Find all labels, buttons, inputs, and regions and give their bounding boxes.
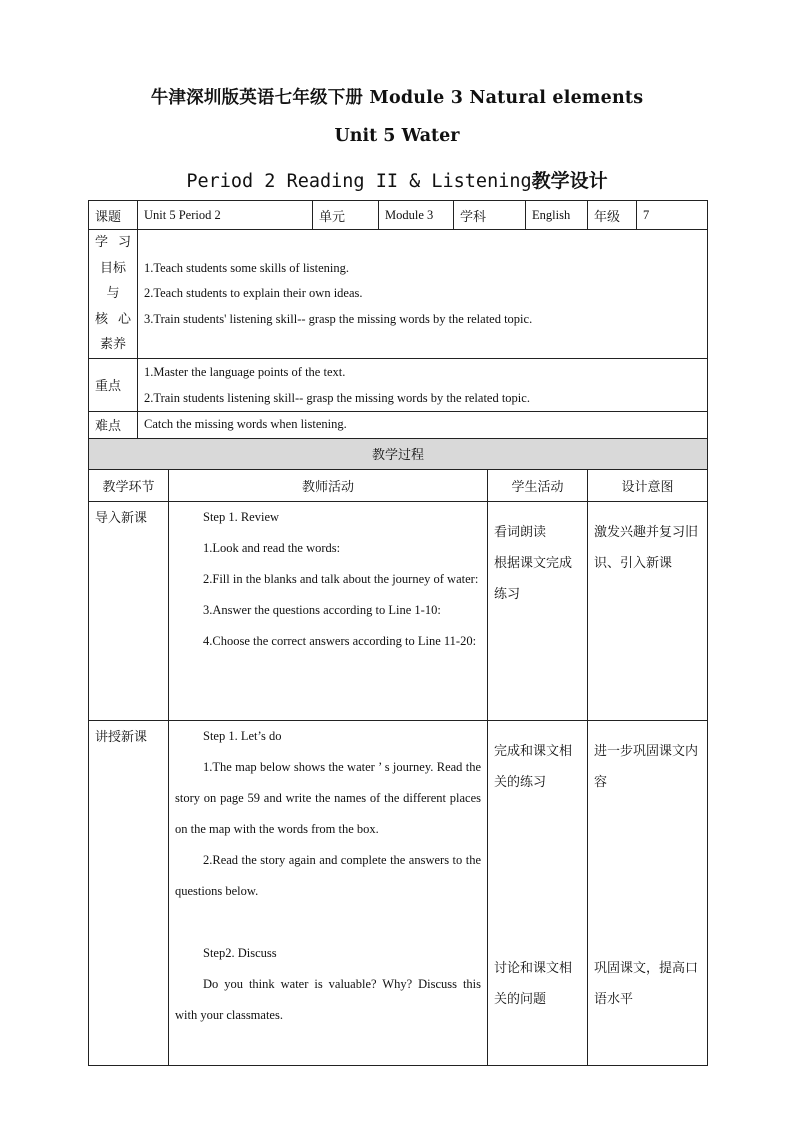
lesson-plan-table xyxy=(88,200,708,1066)
key-point-item: 2.Train students listening skill-- grasp the missing words by the related topic. xyxy=(144,390,530,405)
teacher-column-header: 教师活动 xyxy=(169,469,488,501)
column-header-row xyxy=(89,469,708,501)
teacher-activity-line: Do you think water is valuable? Why? Discuss this with your classmates. xyxy=(175,976,482,1022)
student-activity-line: 根据课文完成练习 xyxy=(494,555,573,602)
unit-value: Module 3 xyxy=(379,201,454,230)
student-activity-spacer xyxy=(494,798,581,953)
key-points-list xyxy=(138,358,708,411)
student-activity-line: 看词朗读 xyxy=(494,524,547,540)
document-title-line1: 牛津深圳版英语七年级下册 Module 3 Natural elements xyxy=(150,88,644,108)
student-activity-cell xyxy=(488,720,588,1065)
process-header-row xyxy=(89,438,708,469)
goals-label-line: 目标 xyxy=(99,260,126,276)
topic-value: Unit 5 Period 2 xyxy=(138,201,313,230)
teacher-activity-line: 1.Look and read the words: xyxy=(203,540,341,555)
table-row xyxy=(89,720,708,1065)
discipline-label: 学科 xyxy=(454,201,526,230)
goals-row xyxy=(89,230,708,359)
intent-column-header: 设计意图 xyxy=(588,469,708,501)
intent-cell xyxy=(588,501,708,720)
teacher-activity-line: 2.Read the story again and complete the answers to the questions below. xyxy=(175,852,482,898)
intent-line: 进一步巩固课文内容 xyxy=(594,743,699,790)
difficulty-label: 难点 xyxy=(89,411,138,438)
teacher-activity-line: 4.Choose the correct answers according to Line 11-20: xyxy=(203,633,477,648)
discipline-value: English xyxy=(526,201,588,230)
teacher-activity-spacer xyxy=(175,907,481,938)
teacher-activity-line: 2.Fill in the blanks and talk about the journey of water: xyxy=(203,571,479,586)
grade-value: 7 xyxy=(637,201,708,230)
table-row xyxy=(89,501,708,720)
intent-line: 巩固课文，提高口语水平 xyxy=(594,960,699,1007)
key-point-item: 1.Master the language points of the text. xyxy=(144,364,346,379)
teacher-activity-line: Step 1. Let’s do xyxy=(203,728,282,743)
intent-cell xyxy=(588,720,708,1065)
stage-cell: 导入新课 xyxy=(89,501,169,720)
teacher-activity-line: 1.The map below shows the water ’ s journey. Read the story on page 59 and write the names of the different places on the map with the words from the box. xyxy=(175,759,482,836)
teacher-activity-line: 3.Answer the questions according to Line 1-10: xyxy=(203,602,441,617)
topic-label: 课题 xyxy=(89,201,138,230)
student-activity-line: 讨论和课文相关的问题 xyxy=(494,960,573,1007)
goal-item: 2.Teach students to explain their own ideas. xyxy=(144,286,363,300)
goals-label-line: 与 xyxy=(106,286,120,301)
student-activity-cell xyxy=(488,501,588,720)
teacher-activity-cell xyxy=(169,720,488,1065)
title-period-label: Period 2 Reading II & Listening xyxy=(186,171,532,192)
grade-label: 年级 xyxy=(588,201,637,230)
student-activity-line: 完成和课文相关的练习 xyxy=(494,743,573,790)
stage-cell: 讲授新课 xyxy=(89,720,169,1065)
teacher-activity-line: Step 1. Review xyxy=(203,509,280,524)
title-design-label: 教学设计 xyxy=(531,170,608,192)
goal-item: 1.Teach students some skills of listening. xyxy=(144,260,350,275)
unit-label: 单元 xyxy=(313,201,379,230)
key-points-row xyxy=(89,358,708,411)
info-row xyxy=(89,201,708,230)
goals-label-line: 核 心 xyxy=(95,311,131,327)
intent-spacer xyxy=(594,798,701,953)
teacher-activity-cell xyxy=(169,501,488,720)
document-title-line3 xyxy=(0,166,794,193)
goal-item: 3.Train students' listening skill-- grasp the missing words by the related topic. xyxy=(144,311,533,326)
key-points-label: 重点 xyxy=(89,358,138,411)
process-header: 教学过程 xyxy=(89,438,708,469)
difficulty-text: Catch the missing words when listening. xyxy=(138,411,708,438)
goals-label xyxy=(89,230,138,359)
goals-label-line: 学 习 xyxy=(95,235,131,250)
teacher-activity-line: Step2. Discuss xyxy=(203,945,277,960)
student-column-header: 学生活动 xyxy=(488,469,588,501)
intent-line: 激发兴趣并复习旧识、引入新课 xyxy=(594,524,699,571)
stage-column-header: 教学环节 xyxy=(89,469,169,501)
document-title-line2: Unit 5 Water xyxy=(334,126,460,146)
goals-label-line: 素养 xyxy=(99,337,126,352)
difficulty-row xyxy=(89,411,708,438)
goals-list xyxy=(138,230,708,359)
